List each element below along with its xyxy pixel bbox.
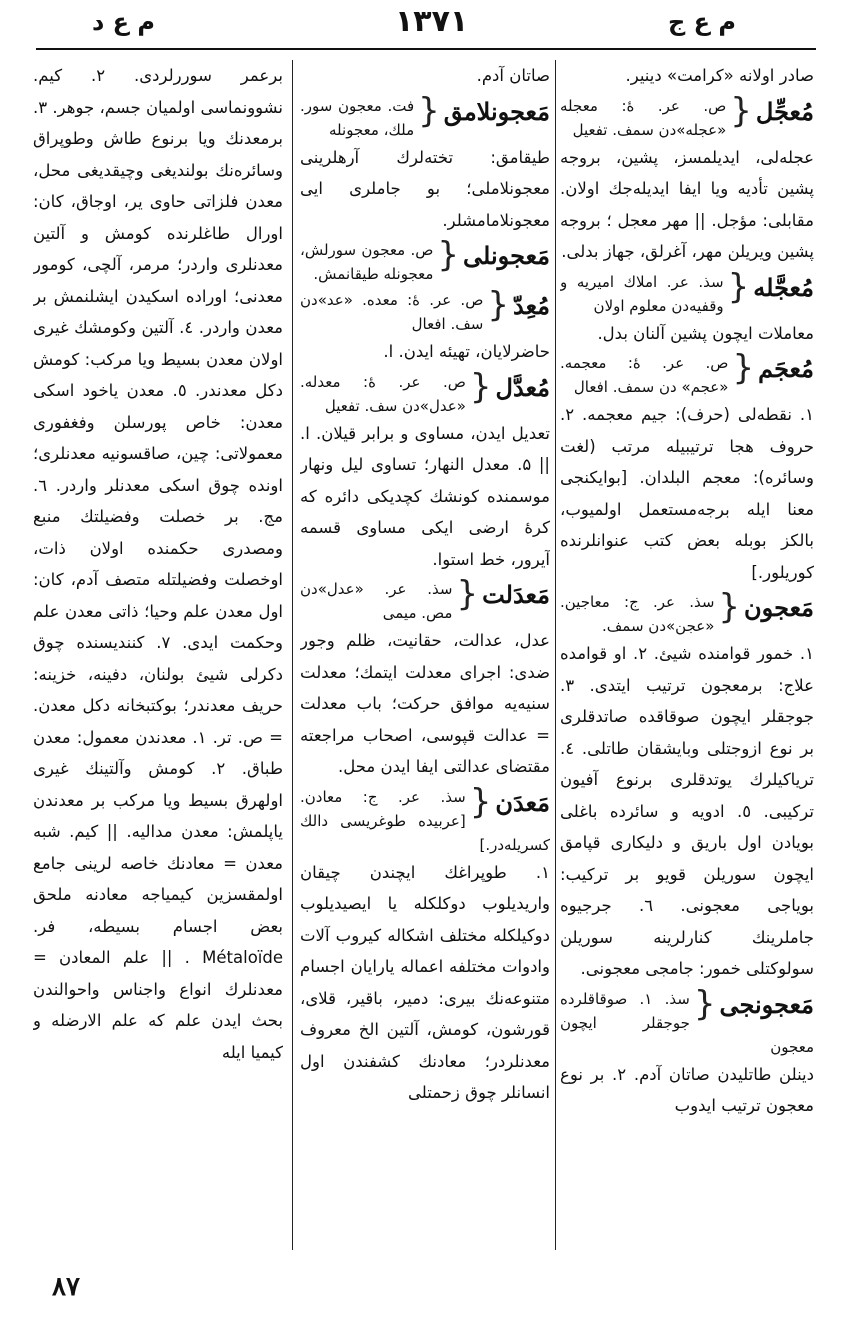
header-rule — [36, 48, 816, 50]
middle-column — [300, 60, 550, 1260]
header-page-title: ١٣٧١ — [395, 4, 469, 39]
dictionary-entry — [560, 587, 814, 985]
entry-headword: مُعجِّل — [755, 96, 814, 126]
entry-headword: مَعدَن — [495, 787, 550, 817]
entry-etymology: ص. عر. ‌ۀ: معده. «عد»دن سف. افعال — [300, 291, 484, 333]
entry-definition: معاملات ایچون پشین آلنان بدل. — [597, 323, 814, 343]
entry-definition: صادر اولانه «کرامت» دینیر. — [625, 66, 814, 85]
entry-etymology: ص. عر. ‌ۀ: معجمه. «عجم» دن سمف. افعال — [560, 354, 729, 396]
brace-mark: { — [456, 574, 479, 614]
entry-definition: برعمر سوررلردی. ٢. کیم. نشوونماسی اولمیان جسم، جوهر. ٣. برمعدنك ویا برنوع طاش وطوپراق وسائره‌نك بولندیغی وچیقدیغی محل، معدن فلزاتی حاوی یر، اوجاق، کان: اورال طاغلرنده کومش و آلتین معدنلری واردر؛ مرمر، آلچی، کومور معدنی؛ اوراده اسکیدن ایشلنمش بر معدن واردر. ٤. آلتین وکومشك غیری اولان معدن بسیط ویا مرکب: کومش دکل معدندر. ٥. معدن یاخود اسکی معدن: خاص پورسلن وفغفوری معمولاتی: چین، صاقسونیه معدنلری؛ اونده چوق اسکی معدنلر واردر. ٦. مج. بر خصلت وفضیلتك منبع ومصدری حکمنده اولان ذات، اوخصلت وفضیلتله متصف آدم، کان: اول معدن علم وحیا؛ ذاتی معدن علم وحکمت ایدی. ٧. کنندیسنده چوق دکرلی شیئ بولنان، دفینه، خزینه: حریف معدندر؛ بوکتبخانه دکل معدن. = ص. تر. ١. معدندن معمول: معدن طباق. ٢. کومش وآلتینك غیری اولهرق بسیط ویا مرکب بر معدندن یاپلمش: معدن مدالیه. || کیم. شبه معدن = معادنك خاصه لرینی جامع اولمقسزین کیمیاجه معادنه ملحق بعض اجسام بسیطه، فر. Métaloïde . || علم المعادن = معدنلرك انواع واجناس واحوالندن بحث ایدن علم که علم الارضله و کیمیا ایله — [33, 66, 283, 1062]
entry-headword: مُعجَّله — [753, 272, 814, 302]
column-divider — [555, 60, 556, 1250]
entry-etymology: ص. معجون سورلش، معجونله طیقانمش. — [300, 241, 434, 283]
dictionary-entry — [300, 285, 550, 368]
brace-mark: { — [693, 983, 716, 1024]
entry-headword: مُعِدّ — [512, 291, 550, 320]
brace-mark: { — [732, 348, 755, 388]
entry-headword: مُعجَم — [758, 354, 814, 383]
entry-definition: حاضرلایان، تهیئه ایدن. ا. — [383, 342, 550, 361]
entry-definition: عجله‌لی، ایدیلمسز، پشین، بروجه پشین تأدیه ویا ایفا ایدیله‌جك اولان. مقابلی: مؤجل. || مهر معجل ؛ بروجه پشین ویریلن مهر، آغرلق، جهاز بدلی. — [560, 147, 814, 261]
entry-headword: مَعجونلامق — [443, 96, 550, 126]
dictionary-entry — [560, 266, 814, 350]
entry-definition: ١. نقطه‌لی (حرف): جیم معجمه. ٢. حروف هجا ترتیبیله مرتب (لغت وسائره): معجم البلدان. [بوایکنجی معنا ایله برجه‌مستعمل اولمیوب، بالکز بوبله بعض کتب عنوانلرنده کوریلور.] — [560, 405, 814, 582]
dictionary-entry — [560, 983, 814, 1122]
entry-headword: مَعجون — [744, 593, 814, 622]
dictionary-entry — [300, 60, 550, 92]
page-number: ٨٧ — [52, 1272, 80, 1302]
page-header — [0, 0, 849, 56]
entry-definition: عدل، عدالت، حقانیت، ظلم وجور ضدی: اجرای معدلت ایتمك؛ معدلت سنیه‌یه موافق حرکت؛ باب معدلت = عدالت قپوسی، اصحاب مراجعته مقتضای عدالتی ایفا ایدن محل. — [300, 631, 550, 776]
right-column — [560, 60, 814, 1260]
dictionary-entry — [300, 366, 550, 576]
entry-etymology: سذ. عر. املاك امیریه و وقفیه‌دن معلوم اولان — [560, 272, 724, 315]
brace-mark: { — [727, 266, 750, 307]
entry-headword: مَعجونجی — [719, 989, 814, 1019]
header-left-guide: م ع د — [92, 8, 156, 36]
entry-definition: صاتان آدم. — [476, 66, 550, 85]
brace-mark: { — [469, 366, 492, 407]
dictionary-entry — [560, 90, 814, 268]
brace-mark: { — [487, 285, 509, 325]
brace-mark: { — [469, 781, 492, 822]
entry-definition: ١. خمور قوامنده شیئ. ٢. او قوامده علاج: برمعجون ترتیب ایتدی. ٣. جوجقلر ایچون صوقاقده صاتدقلری بر نوع ازوجتلی وبایشقان طاتلی. ٤. تریاکیلرك یوتدقلری برنوع آفیون ترکیبی. ٥. ادویه و سائرده باغلی بویادن اول باریق و دلیکاری قپامق ایچون سوریلن قویو بر ترکیب: بویاجی معجونی. ٦. جرجیوه جاملرینك کنارلرینه سوریلن سولوکتلی خمور: جامجی معجونی. — [560, 644, 814, 978]
header-right-guide: م ع ج — [668, 8, 736, 36]
entry-etymology: ص. عر. ‌ۀ: معجله «عجله»دن سمف. تفعیل — [560, 96, 727, 139]
brace-mark: { — [437, 235, 460, 275]
dictionary-entry — [33, 60, 283, 1068]
entry-definition: تعدیل ایدن، مساوی و برابر قیلان. ا. || ۵. معدل النهار؛ تساوی لیل ونهار موسمنده کونشك کچدیکی دائره که کرۀ ارضی ایکی مساوی قسمه آیرور، خط استوا. — [300, 423, 550, 569]
dictionary-entry — [560, 60, 814, 92]
entry-headword: مُعدَّل — [495, 372, 550, 402]
dictionary-entry — [300, 574, 550, 783]
entry-etymology: فت. معجون سور. ملك، معجونله — [300, 96, 415, 139]
entry-etymology: سذ. عر. «عدل»دن مص. میمی — [300, 580, 453, 622]
left-column — [33, 60, 283, 1260]
brace-mark: { — [730, 90, 752, 131]
dictionary-entry — [300, 90, 550, 237]
column-divider — [292, 60, 293, 1250]
dictionary-entry — [300, 235, 550, 286]
entry-definition: طیقامق: تخته‌لرك آرهلرینی معجونلاملی؛ بو جاملری ایی معجونلامامشلر. — [300, 147, 550, 230]
dictionary-entry — [560, 348, 814, 588]
dictionary-entry — [300, 781, 550, 1109]
entry-definition: ١. طوپراغك ایچندن چیقان واریدیلوب دوکلکله یا ایصیدیلوب دوکیلکله مختلف اشکاله کیروب آلات وادوات مختلفه اعماله یارایان اجسام متنوعه‌نك بیری: دمیر، باقیر، قلای، قورشون، کومش، آلتین الخ معروف معدنلردر؛ معادنك کشفندن اول انسانلر چوق زحمتلی — [300, 862, 550, 1102]
entry-etymology: سذ. ١. صوقاقلرده جوجقلر ایچون معجون — [560, 989, 814, 1056]
brace-mark: { — [418, 90, 440, 131]
entry-etymology: سذ. عر. ج: معادن. [عربیده طوغریسی دالك کسریله‌در.] — [300, 787, 550, 854]
entry-etymology: سذ. عر. ج: معاجین. «عجن»دن سمف. — [560, 593, 715, 635]
entry-headword: مَعدَلت — [482, 580, 550, 609]
entry-definition: دینلن طاتلیدن صاتان آدم. ٢. بر نوع معجون ترتیب ایدوب — [560, 1064, 814, 1115]
entry-etymology: ص. عر. ‌ۀ: معدله. «عدل»دن سف. تفعیل — [300, 372, 466, 415]
brace-mark: { — [718, 587, 741, 627]
entry-headword: مَعجونلی — [463, 241, 550, 270]
